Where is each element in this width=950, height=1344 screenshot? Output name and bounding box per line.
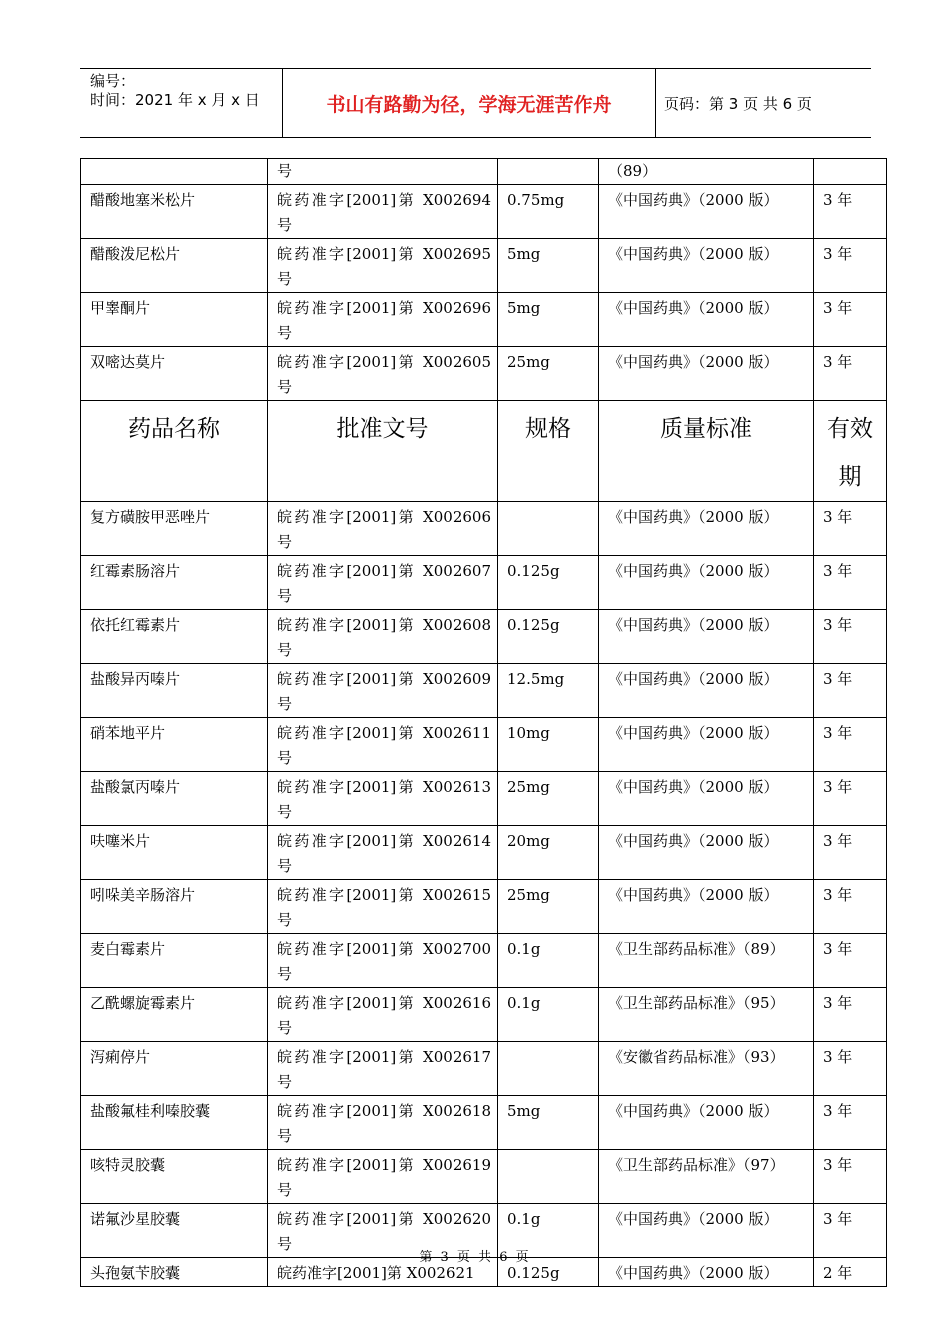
cell-standard: 《中国药典》（2000 版）: [599, 1204, 814, 1258]
cell-validity: 3 年: [814, 988, 887, 1042]
cell-name: 呋噻米片: [81, 826, 268, 880]
cell-spec: [498, 1042, 599, 1096]
cell-standard: 《中国药典》（2000 版）: [599, 610, 814, 664]
cell-approval: 皖药准字[2001]第 X002694 号: [268, 185, 498, 239]
table-row: [81, 1096, 887, 1150]
cell-validity: 3 年: [814, 185, 887, 239]
cell-spec: 25mg: [498, 880, 599, 934]
cell-spec: 5mg: [498, 1096, 599, 1150]
cell-standard: 《中国药典》（2000 版）: [599, 502, 814, 556]
column-header: 质量标准: [599, 401, 814, 502]
cell-name: 红霉素肠溶片: [81, 556, 268, 610]
table-row: [81, 556, 887, 610]
cell-name: 盐酸异丙嗪片: [81, 664, 268, 718]
cell-name: 醋酸地塞米松片: [81, 185, 268, 239]
cell-validity: 3 年: [814, 347, 887, 401]
table-row: [81, 1150, 887, 1204]
cell-spec: 20mg: [498, 826, 599, 880]
cell-name: 依托红霉素片: [81, 610, 268, 664]
cell-spec: 25mg: [498, 347, 599, 401]
cell-spec: [498, 159, 599, 185]
cell-name: 盐酸氯丙嗪片: [81, 772, 268, 826]
cell-spec: 0.125g: [498, 556, 599, 610]
cell-approval: 皖药准字[2001]第 X002609 号: [268, 664, 498, 718]
cell-standard: 《安徽省药品标准》（93）: [599, 1042, 814, 1096]
cell-validity: 3 年: [814, 934, 887, 988]
cell-approval: 皖药准字[2001]第 X002614 号: [268, 826, 498, 880]
cell-standard: 《中国药典》（2000 版）: [599, 664, 814, 718]
cell-spec: 12.5mg: [498, 664, 599, 718]
cell-name: 乙酰螺旋霉素片: [81, 988, 268, 1042]
cell-validity: [814, 159, 887, 185]
cell-name: 头孢氨苄胶囊: [81, 1258, 268, 1287]
cell-standard: 《卫生部药品标准》（89）: [599, 934, 814, 988]
page-footer: 第 3 页 共 6 页: [419, 1250, 531, 1265]
drug-table-body: [81, 159, 887, 1287]
cell-approval: 皖药准字[2001]第 X002605 号: [268, 347, 498, 401]
cell-validity: 2 年: [814, 1258, 887, 1287]
cell-approval: 皖药准字[2001]第 X002615 号: [268, 880, 498, 934]
cell-validity: 3 年: [814, 664, 887, 718]
table-row: [81, 718, 887, 772]
cell-approval: 皖药准字[2001]第 X002617 号: [268, 1042, 498, 1096]
table-row: [81, 502, 887, 556]
cell-standard: 《中国药典》（2000 版）: [599, 718, 814, 772]
cell-approval: 皖药准字[2001]第 X002607 号: [268, 556, 498, 610]
column-header: 批准文号: [268, 401, 498, 502]
cell-spec: 0.1g: [498, 988, 599, 1042]
cell-standard: 《中国药典》（2000 版）: [599, 772, 814, 826]
cell-spec: 0.75mg: [498, 185, 599, 239]
cell-name: 盐酸氟桂利嗪胶囊: [81, 1096, 268, 1150]
cell-standard: 《中国药典》（2000 版）: [599, 880, 814, 934]
cell-name: 泻痢停片: [81, 1042, 268, 1096]
column-header: 规格: [498, 401, 599, 502]
cell-spec: 10mg: [498, 718, 599, 772]
cell-spec: 0.1g: [498, 1204, 599, 1258]
cell-validity: 3 年: [814, 826, 887, 880]
header-page-info: 页码：第 3 页 共 6 页: [664, 95, 812, 113]
table-row: [81, 185, 887, 239]
cell-name: 双嘧达莫片: [81, 347, 268, 401]
cell-approval: 皖药准字[2001]第 X002613 号: [268, 772, 498, 826]
cell-standard: 《中国药典》（2000 版）: [599, 1258, 814, 1287]
cell-validity: 3 年: [814, 502, 887, 556]
cell-approval: 皖药准字[2001]第 X002616 号: [268, 988, 498, 1042]
cell-approval: 号: [268, 159, 498, 185]
cell-spec: 0.1g: [498, 934, 599, 988]
header-time: 时间：2021 年 x 月 x 日: [90, 91, 260, 109]
cell-standard: 《中国药典》（2000 版）: [599, 347, 814, 401]
column-header: 有效期: [814, 401, 887, 502]
cell-name: 甲睾酮片: [81, 293, 268, 347]
cell-approval: 皖药准字[2001]第 X002618 号: [268, 1096, 498, 1150]
cell-validity: 3 年: [814, 1204, 887, 1258]
header-meta: [90, 72, 282, 110]
cell-validity: 3 年: [814, 1150, 887, 1204]
cell-spec: 0.125g: [498, 1258, 599, 1287]
header-number: 编号：: [90, 72, 136, 90]
cell-spec: [498, 1150, 599, 1204]
column-header: 药品名称: [81, 401, 268, 502]
table-row: [81, 293, 887, 347]
cell-spec: 0.125g: [498, 610, 599, 664]
cell-validity: 3 年: [814, 1042, 887, 1096]
cell-name: 咳特灵胶囊: [81, 1150, 268, 1204]
cell-validity: 3 年: [814, 610, 887, 664]
cell-standard: 《卫生部药品标准》（95）: [599, 988, 814, 1042]
cell-name: 吲哚美辛肠溶片: [81, 880, 268, 934]
cell-spec: 5mg: [498, 293, 599, 347]
cell-spec: 25mg: [498, 772, 599, 826]
cell-standard: 《中国药典》（2000 版）: [599, 556, 814, 610]
cell-name: 硝苯地平片: [81, 718, 268, 772]
cell-name: 麦白霉素片: [81, 934, 268, 988]
cell-validity: 3 年: [814, 293, 887, 347]
table-row: [81, 772, 887, 826]
cell-spec: [498, 502, 599, 556]
cell-validity: 3 年: [814, 556, 887, 610]
header-motto: 书山有路勤为径，学海无涯苦作舟: [282, 69, 656, 137]
cell-approval: 皖药准字[2001]第 X002620 号: [268, 1204, 498, 1258]
cell-name: 复方磺胺甲恶唑片: [81, 502, 268, 556]
cell-spec: 5mg: [498, 239, 599, 293]
table-row: [81, 610, 887, 664]
table-row: [81, 988, 887, 1042]
drug-table: [80, 158, 887, 1287]
cell-standard: 《中国药典》（2000 版）: [599, 239, 814, 293]
cell-name: [81, 159, 268, 185]
table-row: [81, 347, 887, 401]
cell-validity: 3 年: [814, 1096, 887, 1150]
cell-standard: 《中国药典》（2000 版）: [599, 826, 814, 880]
cell-standard: 《中国药典》（2000 版）: [599, 185, 814, 239]
table-row: [81, 664, 887, 718]
cell-approval: 皖药准字[2001]第 X002621: [268, 1258, 498, 1287]
cell-approval: 皖药准字[2001]第 X002696 号: [268, 293, 498, 347]
table-row: [81, 880, 887, 934]
cell-approval: 皖药准字[2001]第 X002611 号: [268, 718, 498, 772]
cell-standard: （89）: [599, 159, 814, 185]
cell-validity: 3 年: [814, 880, 887, 934]
table-row: [81, 826, 887, 880]
cell-approval: 皖药准字[2001]第 X002608 号: [268, 610, 498, 664]
table-row: [81, 1042, 887, 1096]
cell-validity: 3 年: [814, 772, 887, 826]
cell-name: 诺氟沙星胶囊: [81, 1204, 268, 1258]
cell-approval: 皖药准字[2001]第 X002700 号: [268, 934, 498, 988]
cell-name: 醋酸泼尼松片: [81, 239, 268, 293]
cell-validity: 3 年: [814, 718, 887, 772]
cell-standard: 《卫生部药品标准》（97）: [599, 1150, 814, 1204]
cell-approval: 皖药准字[2001]第 X002619 号: [268, 1150, 498, 1204]
cell-approval: 皖药准字[2001]第 X002695 号: [268, 239, 498, 293]
page-header: [80, 68, 871, 138]
table-row: [81, 934, 887, 988]
table-header-row: [81, 401, 887, 502]
cell-standard: 《中国药典》（2000 版）: [599, 1096, 814, 1150]
table-row: [81, 239, 887, 293]
table-row-continued: [81, 159, 887, 185]
cell-standard: 《中国药典》（2000 版）: [599, 293, 814, 347]
cell-approval: 皖药准字[2001]第 X002606 号: [268, 502, 498, 556]
cell-validity: 3 年: [814, 239, 887, 293]
